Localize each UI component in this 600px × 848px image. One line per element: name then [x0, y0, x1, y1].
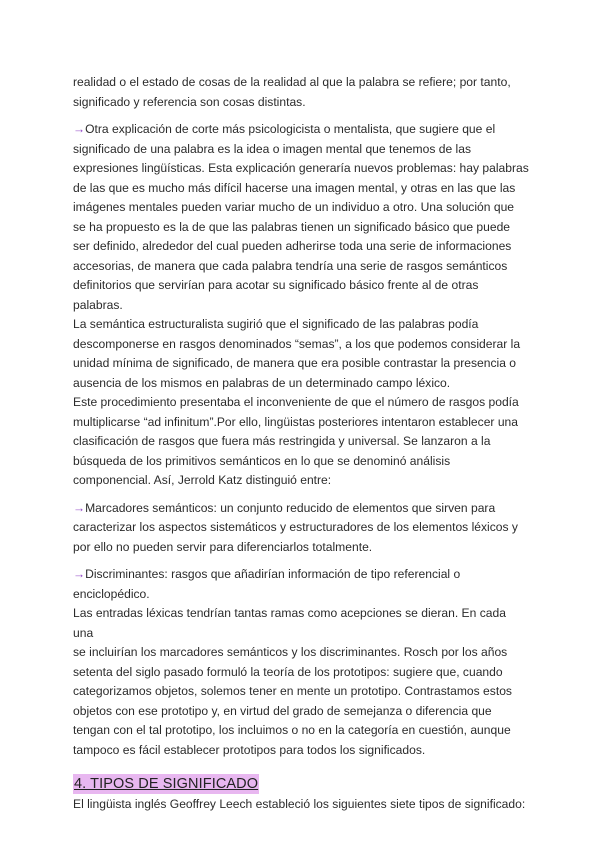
paragraph-discriminantes	[73, 565, 529, 760]
arrow-icon: →	[73, 567, 86, 581]
text-line: Este procedimiento presentaba el inconveniente de que el número de rasgos podía	[73, 395, 519, 409]
text-line: ausencia de los mismos en palabras de un determinado campo léxico.	[73, 375, 451, 390]
paragraph-referencia	[73, 73, 529, 112]
paragraph-marcadores	[73, 499, 529, 558]
paragraph-mentalista	[73, 120, 529, 491]
text-line: por ello no pueden servir para diferenciarlos totalmente.	[73, 539, 373, 554]
text-line: caracterizar los aspectos sistemáticos y estructuradores de los elementos léxicos y	[73, 520, 518, 534]
text-line: tampoco es fácil establecer prototipos para todos los significados.	[73, 742, 426, 757]
text-line: setenta del siglo pasado formuló la teoría de los prototipos: sugiere que, cuando	[73, 664, 503, 679]
text-line: tengan con el tal prototipo, los incluimos o no en la categoría en cuestión, aunque	[73, 723, 511, 737]
text-line: se ha propuesto es la de que las palabras tienen un significado básico que puede	[73, 219, 511, 234]
text-line: Discriminantes: rasgos que añadirían información de tipo referencial o	[85, 567, 461, 581]
text-line: imágenes mentales pueden variar mucho de un individuo a otro. Una solución que	[73, 200, 515, 214]
text-line: significado y referencia son cosas distintas.	[73, 94, 306, 109]
text-line: palabras.	[73, 297, 123, 312]
text-line: objetos con ese prototipo y, en virtud del grado de semejanza o diferencia que	[73, 703, 492, 718]
text-line: búsqueda de los primitivos semánticos en lo que se denominó análisis	[73, 453, 451, 468]
text-line: La semántica estructuralista sugirió que el significado de las palabras podía	[73, 317, 479, 331]
text-line: ser definido, alrededor del cual pueden adherirse toda una serie de informaciones	[73, 239, 512, 253]
text-line: definitorios que servirían para acotar su significado básico frente al de otras	[73, 278, 479, 292]
section-intro: El lingüista inglés Geoffrey Leech estableció los siguientes siete tipos de significado:	[73, 796, 526, 811]
text-line: accesorias, de manera que cada palabra tendría una serie de rasgos semánticos	[73, 258, 508, 273]
text-line: componencial. Así, Jerrold Katz distinguió entre:	[73, 473, 332, 487]
text-line: expresiones lingüísticas. Esta explicación generaría nuevos problemas: hay palabras	[73, 161, 529, 175]
text-line: Marcadores semánticos: un conjunto reducido de elementos que sirven para	[85, 500, 496, 515]
text-line: descomponerse en rasgos denominados “semas”, a los que podemos considerar la	[73, 336, 521, 351]
text-line: realidad o el estado de cosas de la realidad al que la palabra se refiere; por tanto,	[73, 75, 511, 89]
text-line: unidad mínima de significado, de manera que era posible contrastar la presencia o	[73, 356, 517, 370]
text-line: enciclopédico.	[73, 586, 150, 601]
section-heading: 4. TIPOS DE SIGNIFICADO	[74, 776, 259, 792]
text-line: Las entradas léxicas tendrían tantas ramas como acepciones se dieran. En cada una	[73, 606, 506, 640]
text-line: categorizamos objetos, solemos tener en mente un prototipo. Contrastamos estos	[73, 684, 512, 698]
text-line: significado de una palabra es la idea o imagen mental que tenemos de las	[73, 141, 472, 156]
page-body	[73, 73, 529, 814]
text-line: multiplicarse “ad infinitum”.Por ello, lingüistas posteriores intentaron establecer una	[73, 414, 519, 429]
arrow-icon: →	[73, 122, 86, 136]
text-line: se incluirían los marcadores semánticos y los discriminantes. Rosch por los años	[73, 645, 508, 659]
text-line: de las que es mucho más difícil hacerse una imagen mental, y otras en las que las	[73, 180, 516, 195]
text-line: Otra explicación de corte más psicologicista o mentalista, que sugiere que el	[85, 122, 496, 136]
arrow-icon: →	[73, 500, 86, 515]
text-line: clasificación de rasgos que fuera más restringida y universal. Se lanzaron a la	[73, 434, 491, 448]
